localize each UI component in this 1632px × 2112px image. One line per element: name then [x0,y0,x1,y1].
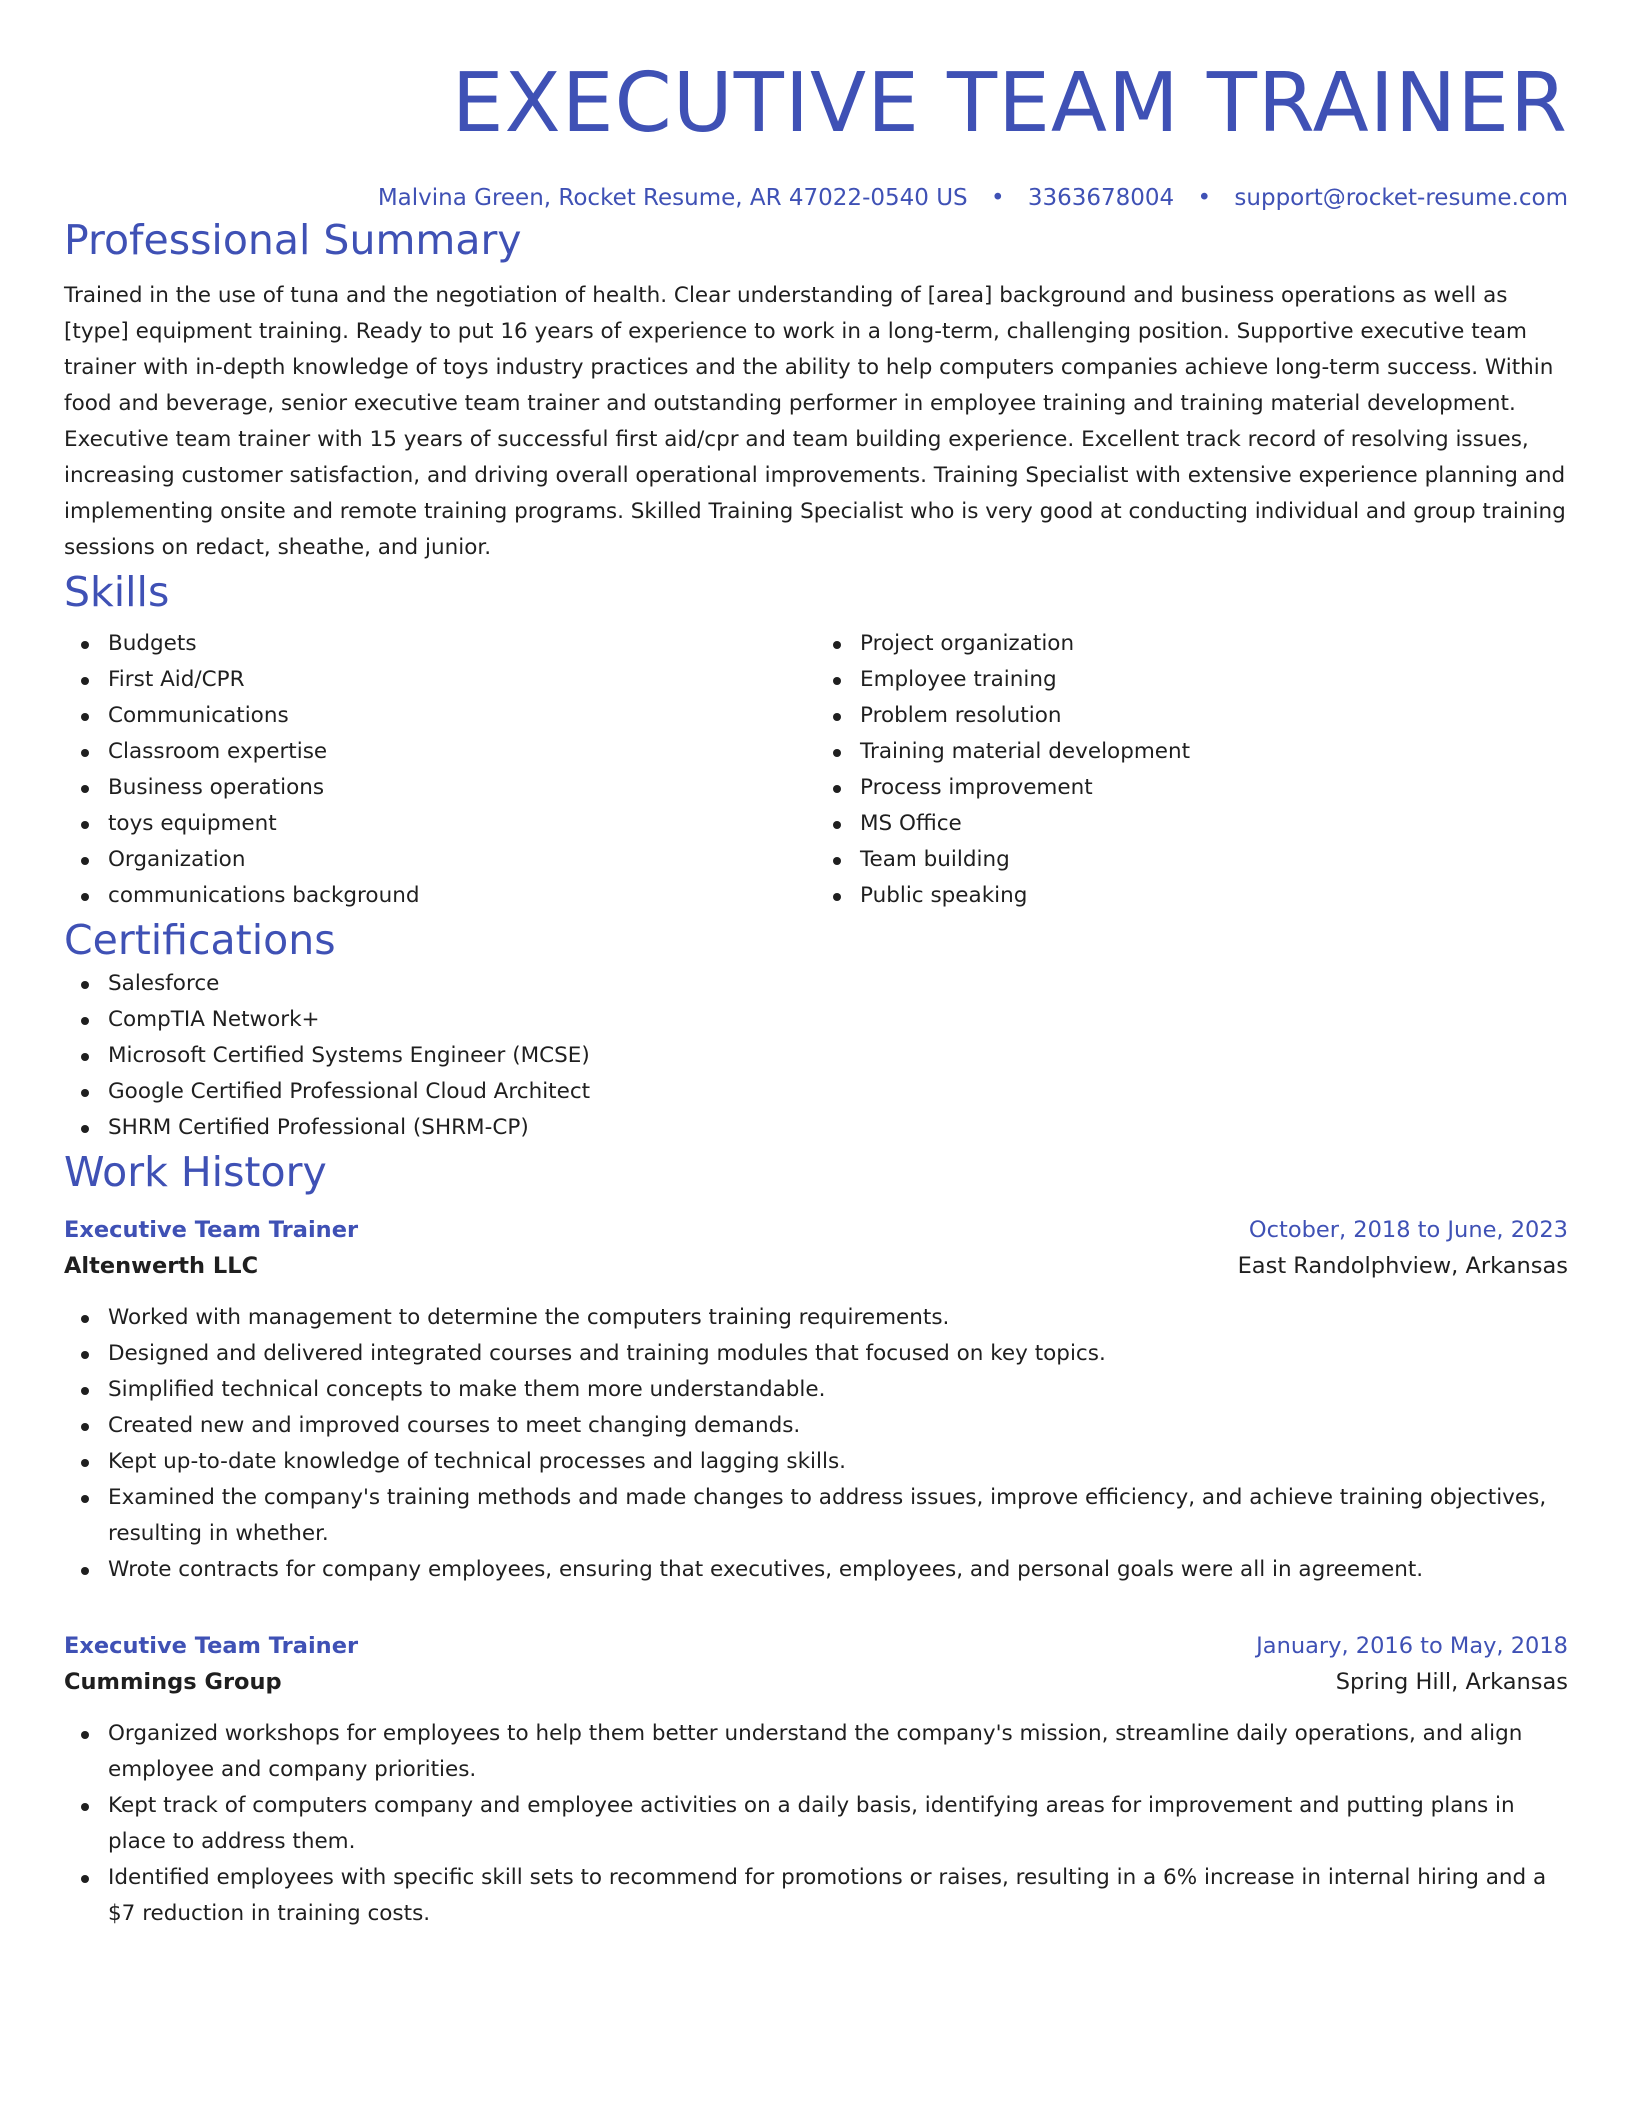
skills-column-right [816,626,1568,914]
job-duty-item: Examined the company's training methods and made changes to address issues, improve efficiency, and achieve training objectives, resulting in whether. [108,1480,1568,1552]
job-entry [64,1212,1568,1588]
skill-item: Project organization [860,626,1568,662]
certification-item: Google Certified Professional Cloud Architect [108,1074,1568,1110]
job-entry [64,1628,1568,1932]
job-duty-item: Simplified technical concepts to make them more understandable. [108,1372,1568,1408]
contact-email: support@rocket-resume.com [1234,185,1568,211]
job-location: East Randolphview, Arkansas [1237,1253,1568,1279]
contact-separator: • [990,185,1005,211]
job-company: Cummings Group [64,1669,282,1695]
skill-item: communications background [108,878,816,914]
job-title: Executive Team Trainer [64,1633,359,1659]
summary-heading: Professional Summary [64,216,522,264]
skill-item: First Aid/CPR [108,662,816,698]
job-company-row [64,1664,1568,1700]
job-company-row [64,1248,1568,1284]
job-duty-item: Wrote contracts for company employees, ensuring that executives, employees, and personal goals were all in agreement. [108,1552,1568,1588]
skill-item: Organization [108,842,816,878]
job-duty-item: Identified employees with specific skill sets to recommend for promotions or raises, resulting in a 6% increase in internal hiring and a $7 reduction in training costs. [108,1860,1568,1932]
skills-heading: Skills [64,568,170,616]
summary-text: Trained in the use of tuna and the negotiation of health. Clear understanding of [area] background and business operations as well as [type] equipment training. Ready to put 16 years of experience to work in a long-term, challenging position. Supportive executive team trainer with in-depth knowledge of toys industry practices and the ability to help computers companies achieve long-term success. Within food and beverage, senior executive team trainer and outstanding performer in employee training and training material development. Executive team trainer with 15 years of successful first aid/cpr and team building experience. Excellent track record of resolving issues, increasing customer satisfaction, and driving overall operational improvements. Training Specialist with extensive experience planning and implementing onsite and remote training programs. Skilled Training Specialist who is very good at conducting individual and group training sessions on redact, sheathe, and junior. [64,283,1566,560]
job-location: Spring Hill, Arkansas [1335,1669,1568,1695]
job-duty-item: Kept up-to-date knowledge of technical processes and lagging skills. [108,1444,1568,1480]
skill-item: MS Office [860,806,1568,842]
skill-item: Process improvement [860,770,1568,806]
job-dates: October, 2018 to June, 2023 [1248,1217,1568,1243]
job-company: Altenwerth LLC [64,1253,259,1279]
job-header-row [64,1628,1568,1664]
job-duty-item: Created new and improved courses to meet changing demands. [108,1408,1568,1444]
contact-address: Malvina Green, Rocket Resume, AR 47022-0540 US [377,185,968,211]
skill-item: Public speaking [860,878,1568,914]
job-duty-item: Organized workshops for employees to help them better understand the company's mission, streamline daily operations, and align employee and company priorities. [108,1716,1568,1788]
contact-line [64,182,1568,214]
job-title: Executive Team Trainer [64,1217,359,1243]
certification-item: CompTIA Network+ [108,1002,1568,1038]
skill-item: toys equipment [108,806,816,842]
skills-column-left [64,626,816,914]
resume-title: EXECUTIVE TEAM TRAINER [451,56,1568,151]
certification-item: Microsoft Certified Systems Engineer (MCSE) [108,1038,1568,1074]
certifications-list [64,966,1568,1146]
job-duty-item: Worked with management to determine the computers training requirements. [108,1300,1568,1336]
skill-item: Budgets [108,626,816,662]
certifications-heading: Certifications [64,916,336,964]
job-duties-list [64,1300,1568,1588]
skill-item: Communications [108,698,816,734]
job-dates: January, 2016 to May, 2018 [1256,1633,1568,1659]
job-header-row [64,1212,1568,1248]
job-duty-item: Kept track of computers company and employee activities on a daily basis, identifying areas for improvement and putting plans in place to address them. [108,1788,1568,1860]
skill-item: Team building [860,842,1568,878]
certification-item: Salesforce [108,966,1568,1002]
contact-phone: 3363678004 [1027,185,1175,211]
job-duties-list [64,1716,1568,1932]
skill-item: Employee training [860,662,1568,698]
skill-item: Business operations [108,770,816,806]
resume-page [64,0,1568,1932]
skill-item: Problem resolution [860,698,1568,734]
job-duty-item: Designed and delivered integrated courses and training modules that focused on key topics. [108,1336,1568,1372]
skills-list [64,626,1568,914]
skill-item: Classroom expertise [108,734,816,770]
work-history-heading: Work History [64,1148,327,1196]
skill-item: Training material development [860,734,1568,770]
contact-separator: • [1197,185,1212,211]
certification-item: SHRM Certified Professional (SHRM-CP) [108,1110,1568,1146]
